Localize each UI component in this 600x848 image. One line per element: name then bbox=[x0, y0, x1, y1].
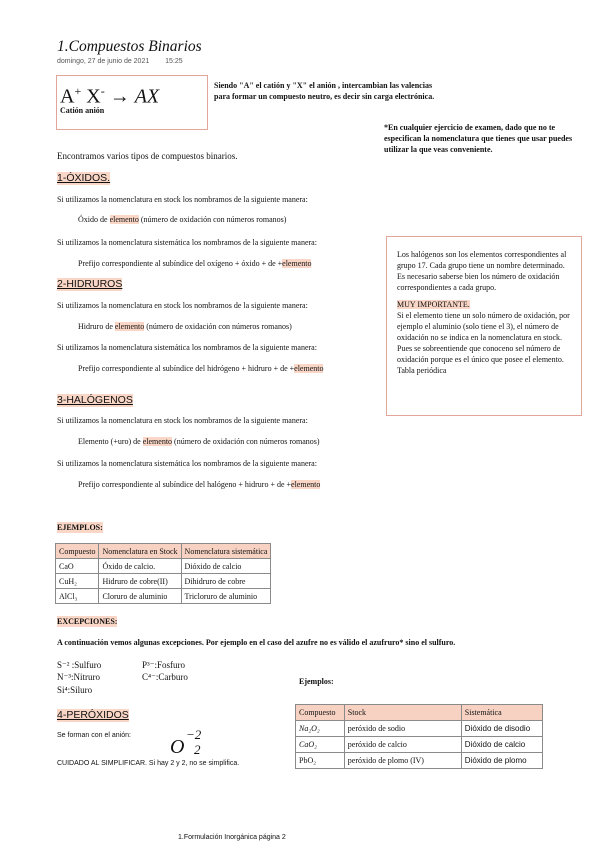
ejemplos2-title: Ejemplos: bbox=[299, 677, 334, 686]
oxidos-sis-intro: Si utilizamos la nomenclatura sistemática los nombramos de la siguiente manera: bbox=[57, 238, 317, 247]
hidruros-stock-rule: Hidruro de elemento (número de oxidación con números romanos) bbox=[78, 322, 292, 331]
element-highlight: elemento bbox=[294, 364, 324, 373]
table-header: Compuesto bbox=[296, 705, 345, 721]
anion-subscript: 2 bbox=[194, 742, 201, 757]
table-cell: Na₂O₂ bbox=[296, 721, 345, 737]
table-header: Compuesto bbox=[56, 544, 99, 559]
exception-item: S⁻² :Sulfuro bbox=[57, 660, 102, 670]
table-header-row bbox=[56, 544, 271, 559]
table-cell: peróxido de sodio bbox=[344, 721, 461, 737]
table-row bbox=[296, 753, 543, 769]
formula-caption: Catión anión bbox=[60, 106, 105, 115]
exception-item: N⁻³:Nitruro bbox=[57, 672, 100, 682]
table-cell: PbO₂ bbox=[296, 753, 345, 769]
time: 15:25 bbox=[165, 58, 183, 65]
hidruros-stock-intro: Si utilizamos la nomenclatura en stock los nombramos de la siguiente manera: bbox=[57, 301, 308, 310]
section-title-oxidos: 1-ÓXIDOS. bbox=[57, 172, 111, 184]
table-cell: CaO bbox=[56, 559, 99, 574]
table-cell: CuH₂ bbox=[56, 574, 99, 589]
ejemplos-title: EJEMPLOS: bbox=[57, 523, 103, 532]
hidruros-sis-rule: Prefijo correspondiente al subíndice del hidrógeno + hidruro + de +elemento bbox=[78, 364, 324, 373]
halogen-note-box bbox=[386, 236, 582, 416]
element-highlight: elemento bbox=[291, 480, 321, 489]
table-cell: peróxido de plomo (IV) bbox=[344, 753, 461, 769]
ejemplos-table bbox=[55, 543, 271, 604]
element-highlight: elemento bbox=[142, 437, 173, 446]
cation-charge: + bbox=[74, 84, 82, 98]
anion-base: O bbox=[170, 736, 185, 758]
table-cell: Hidruro de cobre(II) bbox=[99, 574, 181, 589]
page-title: 1.Compuestos Binarios bbox=[57, 38, 202, 55]
excepciones-title: EXCEPCIONES: bbox=[57, 617, 118, 626]
exception-item: P³⁻:Fosfuro bbox=[142, 660, 185, 670]
oxidos-stock-intro: Si utilizamos la nomenclatura en stock los nombramos de la siguiente manera: bbox=[57, 195, 308, 204]
exception-item: Si⁴:Siluro bbox=[57, 685, 93, 695]
table-row bbox=[296, 737, 543, 753]
element-highlight: elemento bbox=[109, 215, 139, 224]
table-row bbox=[56, 589, 271, 604]
table-row bbox=[296, 721, 543, 737]
anion-charge: −2 bbox=[186, 727, 202, 742]
exam-note: *En cualquier ejercicio de examen, dado que no te especifican la nomenclatura que tienes que usar puedes utilizar la que veas conveniente. bbox=[384, 123, 573, 154]
table-cell: Dióxido de plomo bbox=[461, 753, 542, 769]
page-footer: 1.Formulación Inorgánica página 2 bbox=[178, 834, 286, 841]
element-highlight: elemento bbox=[282, 259, 312, 268]
date: domingo, 27 de junio de 2021 bbox=[57, 58, 150, 65]
oxidos-stock-rule: Óxido de elemento (número de oxidación con números romanos) bbox=[78, 215, 287, 224]
formula-box bbox=[56, 75, 208, 130]
anion-charge: - bbox=[100, 84, 105, 98]
table-cell: Dióxido de calcio bbox=[461, 737, 542, 753]
compound-result: AX bbox=[134, 85, 160, 108]
halogenos-stock-rule: Elemento (+uro) de elemento (número de oxidación con números romanos) bbox=[78, 437, 320, 446]
table-cell: CaO₂ bbox=[296, 737, 345, 753]
section-title-hidruros: 2-HIDRUROS bbox=[57, 278, 123, 290]
table-cell: AlCl₃ bbox=[56, 589, 99, 604]
table-cell: peróxido de calcio bbox=[344, 737, 461, 753]
date-line bbox=[57, 58, 183, 65]
section-title-halogenos: 3-HALÓGENOS bbox=[57, 394, 133, 406]
table-header: Sistemática bbox=[461, 705, 542, 721]
halogen-note-p2: Si el elemento tiene un solo número de oxidación, por ejemplo el aluminio (solo tiene el 3), el número de oxidación no se indica en la nomenclatura en stock. Pues se sobreentiende que conoceno sel número de oxidación porque es el único que posee el elemento. bbox=[397, 311, 570, 364]
intro-note: Siendo "A" el catión y "X" el anión , intercambian las valencias para formar un compuesto neutro, es decir sin carga electrónica. bbox=[214, 81, 435, 101]
table-header: Nomenclatura en Stock bbox=[99, 544, 181, 559]
table-cell: Dióxido de disodio bbox=[461, 721, 542, 737]
halogen-note-p1: Los halógenos son los elementos correspondientes al grupo 17. Cada grupo tiene un nombre determinado. Es necesario saberse bien los número de oxidación correspondientes a cada grupo. bbox=[397, 250, 567, 292]
excepciones-text: A continuación vemos algunas excepciones. Por ejemplo en el caso del azufre no es válido el azufruro* sino el sulfuro. bbox=[57, 638, 456, 647]
section-title-peroxidos: 4-PERÓXIDOS bbox=[57, 709, 129, 721]
table-cell: Cloruro de aluminio bbox=[99, 589, 181, 604]
table-header-row bbox=[296, 705, 543, 721]
element-highlight: elemento bbox=[114, 322, 145, 331]
table-cell: Dióxido de calcio bbox=[181, 559, 271, 574]
peroxidos-table bbox=[295, 704, 543, 769]
peroxidos-warning: CUIDADO AL SIMPLIFICAR. Si hay 2 y 2, no se simplifica. bbox=[57, 760, 240, 767]
halogenos-sis-rule: Prefijo correspondiente al subíndice del halógeno + hidruro + de +elemento bbox=[78, 480, 321, 489]
oxidos-sis-rule: Prefijo correspondiente al subíndice del oxígeno + óxido + de +elemento bbox=[78, 259, 312, 268]
important-label: MUY IMPORTANTE. bbox=[397, 300, 470, 309]
table-cell: Tricloruro de aluminio bbox=[181, 589, 271, 604]
halogenos-stock-intro: Si utilizamos la nomenclatura en stock los nombramos de la siguiente manera: bbox=[57, 416, 308, 425]
table-row bbox=[56, 559, 271, 574]
arrow-icon: → bbox=[109, 85, 130, 108]
intro-line: Encontramos varios tipos de compuestos binarios. bbox=[57, 151, 238, 161]
anion-symbol: X bbox=[86, 85, 101, 108]
table-row bbox=[56, 574, 271, 589]
table-header: Stock bbox=[344, 705, 461, 721]
table-header: Nomenclatura sistemática bbox=[181, 544, 271, 559]
table-cell: Dihidruro de cobre bbox=[181, 574, 271, 589]
hidruros-sis-intro: Si utilizamos la nomenclatura sistemática los nombramos de la siguiente manera: bbox=[57, 343, 317, 352]
halogen-note-p3: Tabla periódica bbox=[397, 366, 447, 375]
table-cell: Óxido de calcio. bbox=[99, 559, 181, 574]
peroxidos-text: Se forman con el anión: bbox=[57, 732, 131, 739]
halogenos-sis-intro: Si utilizamos la nomenclatura sistemática los nombramos de la siguiente manera: bbox=[57, 459, 317, 468]
cation-symbol: A bbox=[60, 85, 75, 108]
exception-item: C⁴⁻:Carburo bbox=[142, 672, 188, 682]
peroxide-anion bbox=[170, 728, 220, 762]
